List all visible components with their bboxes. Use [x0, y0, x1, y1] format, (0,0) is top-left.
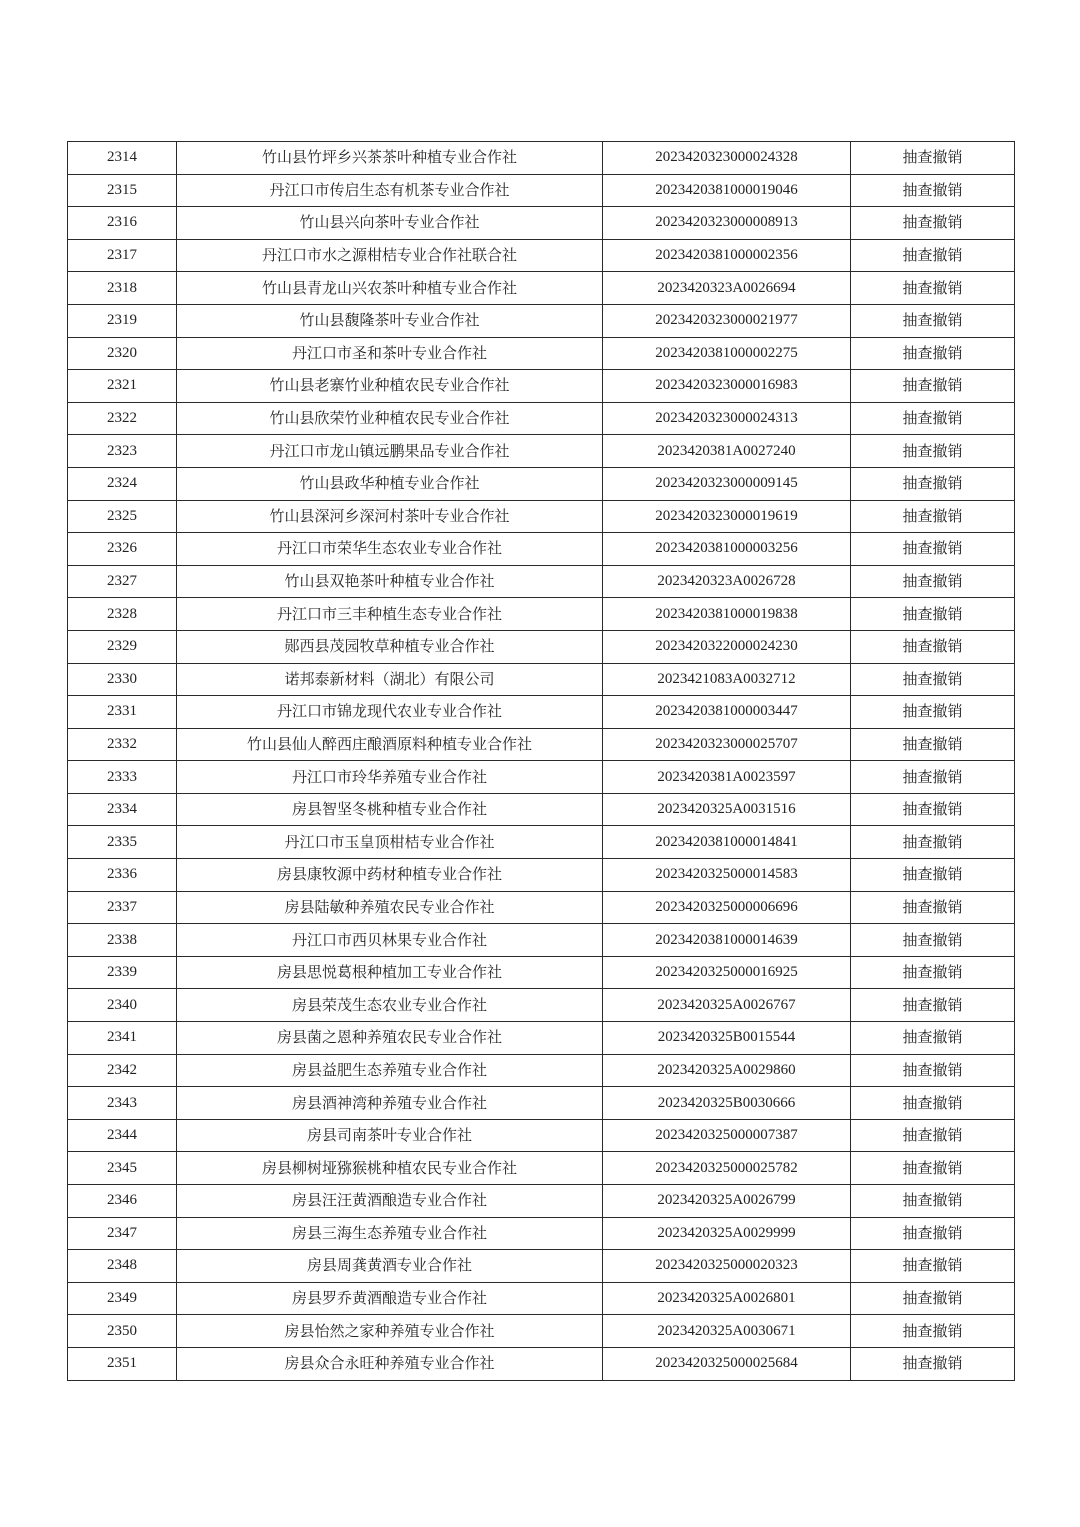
entity-name-cell: 房县益肥生态养殖专业合作社 — [177, 1054, 603, 1087]
table-row — [68, 761, 1015, 794]
entity-name-cell: 丹江口市玉皇顶柑桔专业合作社 — [177, 826, 603, 859]
registration-code-cell: 2023420325A0026799 — [603, 1185, 851, 1218]
entity-name-cell: 房县罗乔黄酒酿造专业合作社 — [177, 1282, 603, 1315]
row-number-cell: 2347 — [68, 1217, 177, 1250]
registration-code-cell: 2023420381A0027240 — [603, 435, 851, 468]
registration-code-cell: 2023420381A0023597 — [603, 761, 851, 794]
status-cell: 抽查撤销 — [851, 956, 1015, 989]
registration-code-cell: 2023420323000024313 — [603, 402, 851, 435]
status-cell: 抽查撤销 — [851, 272, 1015, 305]
registration-code-cell: 2023420325A0026801 — [603, 1282, 851, 1315]
status-cell: 抽查撤销 — [851, 1185, 1015, 1218]
table-row — [68, 793, 1015, 826]
status-cell: 抽查撤销 — [851, 435, 1015, 468]
table-row — [68, 891, 1015, 924]
status-cell: 抽查撤销 — [851, 1119, 1015, 1152]
row-number-cell: 2322 — [68, 402, 177, 435]
table-row — [68, 924, 1015, 957]
row-number-cell: 2334 — [68, 793, 177, 826]
table-row — [68, 402, 1015, 435]
entity-name-cell: 丹江口市龙山镇远鹏果品专业合作社 — [177, 435, 603, 468]
table-row — [68, 1087, 1015, 1120]
table-row — [68, 304, 1015, 337]
registration-code-cell: 2023420323000008913 — [603, 207, 851, 240]
status-cell: 抽查撤销 — [851, 174, 1015, 207]
row-number-cell: 2328 — [68, 598, 177, 631]
entity-name-cell: 房县菌之恩种养殖农民专业合作社 — [177, 1022, 603, 1055]
table-row — [68, 565, 1015, 598]
table-row — [68, 663, 1015, 696]
registration-code-cell: 2023420325000007387 — [603, 1119, 851, 1152]
table-row — [68, 728, 1015, 761]
status-cell: 抽查撤销 — [851, 859, 1015, 892]
entity-name-cell: 竹山县竹坪乡兴茶茶叶种植专业合作社 — [177, 142, 603, 175]
entity-name-cell: 房县陆敏种养殖农民专业合作社 — [177, 891, 603, 924]
status-cell: 抽查撤销 — [851, 663, 1015, 696]
row-number-cell: 2326 — [68, 533, 177, 566]
status-cell: 抽查撤销 — [851, 1022, 1015, 1055]
table-row — [68, 239, 1015, 272]
row-number-cell: 2317 — [68, 239, 177, 272]
status-cell: 抽查撤销 — [851, 1087, 1015, 1120]
status-cell: 抽查撤销 — [851, 1250, 1015, 1283]
entity-name-cell: 竹山县老寨竹业种植农民专业合作社 — [177, 370, 603, 403]
registration-code-cell: 2023420381000019838 — [603, 598, 851, 631]
table-row — [68, 630, 1015, 663]
registration-code-cell: 2023420381000014639 — [603, 924, 851, 957]
registration-code-cell: 2023420323000021977 — [603, 304, 851, 337]
table-row — [68, 956, 1015, 989]
entity-name-cell: 丹江口市传启生态有机茶专业合作社 — [177, 174, 603, 207]
row-number-cell: 2315 — [68, 174, 177, 207]
entity-name-cell: 竹山县欣荣竹业种植农民专业合作社 — [177, 402, 603, 435]
registration-code-cell: 2023420325A0029860 — [603, 1054, 851, 1087]
table-row — [68, 435, 1015, 468]
table-row — [68, 989, 1015, 1022]
entity-name-cell: 丹江口市玲华养殖专业合作社 — [177, 761, 603, 794]
registration-code-cell: 2023420323000024328 — [603, 142, 851, 175]
table-row — [68, 1250, 1015, 1283]
registration-code-cell: 2023420381000003447 — [603, 696, 851, 729]
registration-code-cell: 2023420322000024230 — [603, 630, 851, 663]
row-number-cell: 2339 — [68, 956, 177, 989]
row-number-cell: 2344 — [68, 1119, 177, 1152]
registration-code-cell: 2023420325000025684 — [603, 1347, 851, 1380]
status-cell: 抽查撤销 — [851, 565, 1015, 598]
entity-name-cell: 竹山县仙人醉西庄酿酒原料种植专业合作社 — [177, 728, 603, 761]
status-cell: 抽查撤销 — [851, 761, 1015, 794]
entity-name-cell: 房县三海生态养殖专业合作社 — [177, 1217, 603, 1250]
row-number-cell: 2330 — [68, 663, 177, 696]
registration-code-cell: 2023420325000016925 — [603, 956, 851, 989]
table-row — [68, 1217, 1015, 1250]
registration-code-cell: 2023420381000014841 — [603, 826, 851, 859]
registration-code-cell: 2023420325000006696 — [603, 891, 851, 924]
status-cell: 抽查撤销 — [851, 728, 1015, 761]
entity-name-cell: 诺邦泰新材料（湖北）有限公司 — [177, 663, 603, 696]
status-cell: 抽查撤销 — [851, 239, 1015, 272]
row-number-cell: 2342 — [68, 1054, 177, 1087]
registration-code-cell: 2023420325A0030671 — [603, 1315, 851, 1348]
status-cell: 抽查撤销 — [851, 337, 1015, 370]
entity-name-cell: 丹江口市三丰种植生态专业合作社 — [177, 598, 603, 631]
entity-name-cell: 房县思悦葛根种植加工专业合作社 — [177, 956, 603, 989]
table-body — [68, 142, 1015, 1381]
status-cell: 抽查撤销 — [851, 207, 1015, 240]
table-row — [68, 1185, 1015, 1218]
status-cell: 抽查撤销 — [851, 533, 1015, 566]
table-row — [68, 500, 1015, 533]
registration-code-cell: 2023420325A0026767 — [603, 989, 851, 1022]
status-cell: 抽查撤销 — [851, 1054, 1015, 1087]
status-cell: 抽查撤销 — [851, 630, 1015, 663]
status-cell: 抽查撤销 — [851, 598, 1015, 631]
entity-name-cell: 房县司南茶叶专业合作社 — [177, 1119, 603, 1152]
entity-name-cell: 房县柳树垭猕猴桃种植农民专业合作社 — [177, 1152, 603, 1185]
row-number-cell: 2327 — [68, 565, 177, 598]
table-row — [68, 174, 1015, 207]
table-row — [68, 598, 1015, 631]
table-row — [68, 1054, 1015, 1087]
entity-name-cell: 竹山县兴向茶叶专业合作社 — [177, 207, 603, 240]
entity-name-cell: 房县众合永旺种养殖专业合作社 — [177, 1347, 603, 1380]
table-row — [68, 859, 1015, 892]
row-number-cell: 2332 — [68, 728, 177, 761]
table-row — [68, 1347, 1015, 1380]
entity-name-cell: 丹江口市圣和茶叶专业合作社 — [177, 337, 603, 370]
entity-name-cell: 房县汪汪黄酒酿造专业合作社 — [177, 1185, 603, 1218]
table-row — [68, 337, 1015, 370]
status-cell: 抽查撤销 — [851, 304, 1015, 337]
row-number-cell: 2336 — [68, 859, 177, 892]
table-row — [68, 467, 1015, 500]
registration-code-cell: 2023420325000014583 — [603, 859, 851, 892]
row-number-cell: 2350 — [68, 1315, 177, 1348]
row-number-cell: 2345 — [68, 1152, 177, 1185]
table-row — [68, 272, 1015, 305]
entity-name-cell: 丹江口市水之源柑桔专业合作社联合社 — [177, 239, 603, 272]
registration-code-cell: 2023420323A0026694 — [603, 272, 851, 305]
status-cell: 抽查撤销 — [851, 370, 1015, 403]
status-cell: 抽查撤销 — [851, 793, 1015, 826]
table-row — [68, 1022, 1015, 1055]
row-number-cell: 2340 — [68, 989, 177, 1022]
row-number-cell: 2314 — [68, 142, 177, 175]
row-number-cell: 2329 — [68, 630, 177, 663]
registration-code-cell: 2023420381000003256 — [603, 533, 851, 566]
status-cell: 抽查撤销 — [851, 500, 1015, 533]
table-row — [68, 1282, 1015, 1315]
status-cell: 抽查撤销 — [851, 467, 1015, 500]
status-cell: 抽查撤销 — [851, 891, 1015, 924]
row-number-cell: 2318 — [68, 272, 177, 305]
entity-name-cell: 竹山县双艳茶叶种植专业合作社 — [177, 565, 603, 598]
table-row — [68, 696, 1015, 729]
table-row — [68, 1315, 1015, 1348]
status-cell: 抽查撤销 — [851, 1282, 1015, 1315]
row-number-cell: 2335 — [68, 826, 177, 859]
status-cell: 抽查撤销 — [851, 142, 1015, 175]
entity-name-cell: 房县智坚冬桃种植专业合作社 — [177, 793, 603, 826]
row-number-cell: 2325 — [68, 500, 177, 533]
status-cell: 抽查撤销 — [851, 402, 1015, 435]
status-cell: 抽查撤销 — [851, 924, 1015, 957]
entity-name-cell: 竹山县政华种植专业合作社 — [177, 467, 603, 500]
row-number-cell: 2320 — [68, 337, 177, 370]
row-number-cell: 2321 — [68, 370, 177, 403]
row-number-cell: 2324 — [68, 467, 177, 500]
entity-name-cell: 郧西县茂园牧草种植专业合作社 — [177, 630, 603, 663]
status-cell: 抽查撤销 — [851, 989, 1015, 1022]
table-row — [68, 1119, 1015, 1152]
row-number-cell: 2316 — [68, 207, 177, 240]
row-number-cell: 2348 — [68, 1250, 177, 1283]
row-number-cell: 2343 — [68, 1087, 177, 1120]
entity-name-cell: 丹江口市荣华生态农业专业合作社 — [177, 533, 603, 566]
table-row — [68, 370, 1015, 403]
entity-name-cell: 竹山县青龙山兴农茶叶种植专业合作社 — [177, 272, 603, 305]
status-cell: 抽查撤销 — [851, 1315, 1015, 1348]
status-cell: 抽查撤销 — [851, 826, 1015, 859]
registration-code-cell: 2023420325000020323 — [603, 1250, 851, 1283]
row-number-cell: 2337 — [68, 891, 177, 924]
registration-code-cell: 2023420323000019619 — [603, 500, 851, 533]
registration-code-cell: 2023420325A0029999 — [603, 1217, 851, 1250]
status-cell: 抽查撤销 — [851, 1152, 1015, 1185]
table-row — [68, 1152, 1015, 1185]
status-cell: 抽查撤销 — [851, 1347, 1015, 1380]
entity-name-cell: 房县周龚黄酒专业合作社 — [177, 1250, 603, 1283]
registration-code-cell: 2023421083A0032712 — [603, 663, 851, 696]
registration-code-cell: 2023420325B0030666 — [603, 1087, 851, 1120]
row-number-cell: 2331 — [68, 696, 177, 729]
registration-code-cell: 2023420325A0031516 — [603, 793, 851, 826]
status-cell: 抽查撤销 — [851, 696, 1015, 729]
entity-name-cell: 房县怡然之家种养殖专业合作社 — [177, 1315, 603, 1348]
row-number-cell: 2346 — [68, 1185, 177, 1218]
registration-code-cell: 2023420323000009145 — [603, 467, 851, 500]
entity-name-cell: 竹山县深河乡深河村茶叶专业合作社 — [177, 500, 603, 533]
table-row — [68, 142, 1015, 175]
row-number-cell: 2349 — [68, 1282, 177, 1315]
registration-code-cell: 2023420381000002356 — [603, 239, 851, 272]
registration-code-cell: 2023420323A0026728 — [603, 565, 851, 598]
registration-code-cell: 2023420323000016983 — [603, 370, 851, 403]
entity-name-cell: 房县康牧源中药材种植专业合作社 — [177, 859, 603, 892]
row-number-cell: 2323 — [68, 435, 177, 468]
table-row — [68, 826, 1015, 859]
entity-name-cell: 丹江口市西贝林果专业合作社 — [177, 924, 603, 957]
row-number-cell: 2333 — [68, 761, 177, 794]
registration-code-cell: 2023420323000025707 — [603, 728, 851, 761]
entity-name-cell: 房县荣茂生态农业专业合作社 — [177, 989, 603, 1022]
status-cell: 抽查撤销 — [851, 1217, 1015, 1250]
revocation-table — [67, 141, 1015, 1381]
table-row — [68, 533, 1015, 566]
registration-code-cell: 2023420381000002275 — [603, 337, 851, 370]
table-row — [68, 207, 1015, 240]
entity-name-cell: 房县酒神湾种养殖专业合作社 — [177, 1087, 603, 1120]
row-number-cell: 2341 — [68, 1022, 177, 1055]
registration-code-cell: 2023420325000025782 — [603, 1152, 851, 1185]
row-number-cell: 2338 — [68, 924, 177, 957]
row-number-cell: 2351 — [68, 1347, 177, 1380]
entity-name-cell: 竹山县馥隆茶叶专业合作社 — [177, 304, 603, 337]
registration-code-cell: 2023420381000019046 — [603, 174, 851, 207]
row-number-cell: 2319 — [68, 304, 177, 337]
entity-name-cell: 丹江口市锦龙现代农业专业合作社 — [177, 696, 603, 729]
registration-code-cell: 2023420325B0015544 — [603, 1022, 851, 1055]
